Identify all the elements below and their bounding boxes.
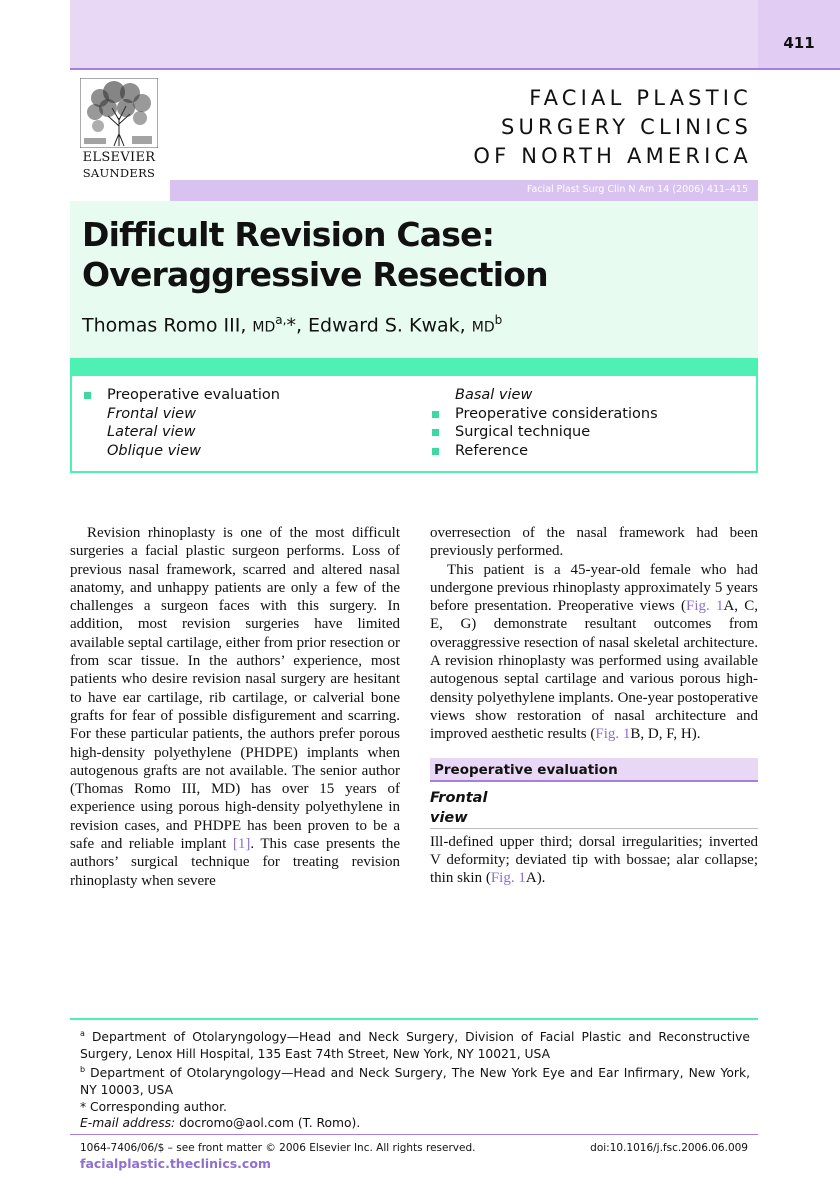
continuation-paragraph: overresection of the nasal framework had been previously performed. (430, 525, 758, 560)
footnote-affiliation-a (80, 1026, 750, 1062)
subsection-heading: Frontal view (430, 789, 488, 826)
footnote-email (80, 1115, 750, 1132)
intro-paragraph (70, 524, 400, 890)
journal-title-line1: FACIAL PLASTIC (529, 86, 752, 110)
article-title-line2: Overaggressive Resection (82, 255, 548, 294)
intro-text: Revision rhinoplasty is one of the most difficult surgeries a facial plastic surgeon performs. Loss of previous nasal framework, scarred and altered nasal anatomy, and unhappy patients are only a few of the challenges a surgeon faces with this surgery. In addition, most revision surgeries have limited available septal cartilage, either from prior resection or from scar tissue. In the authors’ experience, most patients who desire revision nasal surgery are hesitant to have ear cartilage, rib cartilage, or calverial bone grafts for fear of possible disfigurement and scarring. For these particular patients, the authors prefer porous high-density polyethylene (PHDPE) implants when autogenous grafts are not available. The senior author (Thomas Romo III, MD) has over 15 years of experience using porous high-density polyethylene in revision cases, and PHDPE has been proven to be a safe and reliable implant (70, 525, 400, 853)
outline-subitem: Lateral view (107, 424, 196, 440)
case-text-mid: A, C, E, G) demonstrate resultant outcomes from overaggressive resection of nasal skeletal architecture. A revision rhinoplasty was performed using available autogenous septal cartilage and various porous high-density polyethylene implants. One-year postoperative views show restoration of nasal architecture and improved aesthetic results ( (430, 598, 758, 743)
page-number: 411 (783, 34, 815, 52)
intro-text-end: . This case presents the authors’ surgical technique for treating revision rhinoplasty when severe (70, 836, 401, 889)
outline-column-1 (82, 386, 280, 460)
outline-item: Reference (430, 442, 658, 461)
title-block (70, 201, 758, 358)
reference-link-1[interactable]: [1] (232, 836, 251, 853)
article-title-line1: Difficult Revision Case: (82, 215, 495, 254)
footnotes (80, 1026, 750, 1132)
footnote-rule (70, 1018, 758, 1020)
footnote-affiliation-b (80, 1062, 750, 1098)
footnote-text: Department of Otolaryngology—Head and Neck Surgery, The New York Eye and Ear Infirmary, New York, NY 10003, USA (80, 1066, 750, 1097)
journal-title (473, 84, 752, 171)
author-separator: , (295, 314, 309, 337)
publisher-line1: ELSEVIER (82, 150, 156, 165)
outline-subitem: Oblique view (107, 442, 201, 459)
publisher-line2: SAUNDERS (82, 166, 156, 180)
case-text: This patient is a 45-year-old female who had undergone previous rhinoplasty approximately 5 years before presentation. Preoperative views ( (430, 561, 758, 615)
author-list (82, 313, 502, 336)
body-column-right (430, 524, 758, 887)
citation: Facial Plast Surg Clin N Am 14 (2006) 411–415 (526, 184, 748, 195)
bottom-rule (70, 1134, 758, 1135)
footnote-mark: a (80, 1029, 85, 1038)
footnote-mark: b (80, 1065, 86, 1075)
author-1-affiliation: a, (275, 313, 287, 327)
email-label: E-mail address: (80, 1116, 176, 1131)
author-2: Edward S. Kwak, (308, 314, 472, 337)
journal-title-line3: OF NORTH AMERICA (473, 144, 752, 168)
case-text-end: B, D, F, H). (630, 726, 701, 743)
elsevier-tree-icon (80, 78, 158, 148)
doi[interactable]: doi:10.1016/j.fsc.2006.06.009 (590, 1142, 748, 1154)
issn-line: 1064-7406/06/$ – see front matter © 2006 Elsevier Inc. All rights reserved. (80, 1142, 476, 1154)
author-1-degree: MD (252, 319, 276, 336)
corresponding-star: * (286, 314, 296, 337)
figure-link[interactable]: Fig. 1 (595, 726, 631, 743)
email-value[interactable]: docromo@aol.com (T. Romo). (175, 1116, 361, 1131)
frontal-view-paragraph (430, 833, 758, 888)
author-1: Thomas Romo III, (82, 314, 253, 337)
frontal-view-text: Ill-defined upper third; dorsal irregularities; inverted V deformity; deviated tip with bossae; alar collapse; thin skin ( (430, 833, 758, 887)
article-title (82, 215, 548, 295)
author-2-affiliation: b (494, 313, 503, 327)
header-band (70, 0, 758, 68)
section-heading: Preoperative evaluation (430, 758, 758, 782)
outline-subitem: Basal view (455, 387, 533, 403)
journal-title-line2: SURGERY CLINICS (500, 115, 752, 139)
outline-header-strip (70, 358, 758, 376)
footnote-corresponding: * Corresponding author. (80, 1099, 227, 1114)
journal-website-link[interactable]: facialplastic.theclinics.com (80, 1156, 271, 1171)
outline-item: Preoperative considerations (430, 405, 658, 424)
figure-link[interactable]: Fig. 1 (685, 598, 724, 615)
case-paragraph (430, 561, 758, 744)
elsevier-logo (76, 78, 162, 180)
subsection-heading-wrap (430, 788, 758, 829)
author-2-degree: MD (471, 319, 495, 336)
figure-link[interactable]: Fig. 1 (490, 870, 526, 887)
body-column-left (70, 524, 400, 890)
frontal-view-text-end: A). (525, 870, 546, 887)
outline-subitem: Frontal view (107, 405, 196, 422)
outline-column-2 (430, 386, 658, 460)
outline-item: Preoperative evaluation (82, 386, 280, 405)
header-rule (70, 68, 840, 70)
footnote-text: Department of Otolaryngology—Head and Neck Surgery, Division of Facial Plastic and Reconstructive Surgery, Lenox Hill Hospital, 135 East 74th Street, New York, NY 10021, USA (80, 1030, 750, 1061)
outline-item: Surgical technique (430, 423, 658, 442)
citation-band (170, 180, 758, 201)
